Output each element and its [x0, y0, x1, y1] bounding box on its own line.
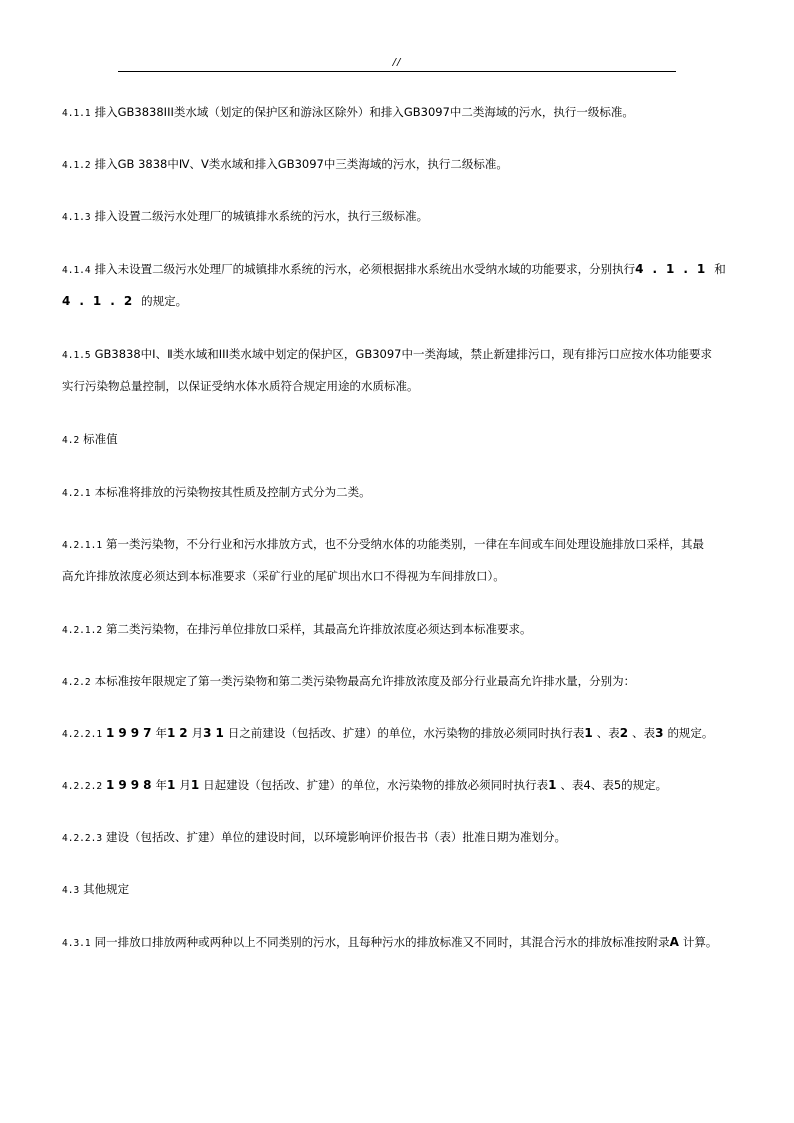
clause-text: GB3838中Ⅰ、Ⅱ类水域和III类水域中划定的保护区，GB3097中一类海域，禁止新建排污口，现有排污口应按水体功能要求 [94, 347, 712, 361]
section-title: 标准值 [83, 432, 118, 446]
paragraph-4-1-1 [62, 104, 752, 122]
clause-number: 4.2.1.2 [62, 625, 103, 636]
clause-text: 第一类污染物，不分行业和污水排放方式，也不分受纳水体的功能类别，一律在车间或车间处理设施排放口采样，其最 [106, 537, 705, 551]
header-rule [118, 71, 676, 72]
clause-number: 4.2.2.1 [62, 729, 103, 740]
paragraph-4-2-2-2 [62, 777, 752, 795]
table-number: 3 [655, 726, 668, 740]
month-unit: 月 [179, 778, 191, 792]
year-value: 1998 [106, 778, 156, 792]
section-title: 其他规定 [83, 882, 130, 896]
clause-reference: 4.1.2 [62, 294, 142, 308]
paragraph-4-1-5-line2 [62, 378, 752, 394]
clause-text: 、表 [632, 726, 656, 740]
year-value: 1997 [106, 726, 156, 740]
month-value: 12 [166, 726, 192, 740]
section-4-3-heading [62, 881, 752, 899]
table-number: 1 [548, 778, 561, 792]
clause-text: 排入设置二级污水处理厂的城镇排水系统的污水，执行三级标准。 [94, 209, 429, 223]
paragraph-4-2-2-3 [62, 829, 752, 847]
section-4-2-heading [62, 431, 752, 449]
paragraph-4-2-1-2 [62, 621, 752, 639]
paragraph-4-1-4-line1 [62, 261, 752, 279]
day-value: 1 [190, 778, 204, 792]
clause-text: 高允许排放浓度必须达到本标准要求（采矿行业的尾矿坝出水口不得视为车间排放口）。 [62, 569, 505, 583]
clause-text: 、表4、表5的规定。 [560, 778, 668, 792]
clause-text: 的规定。 [141, 294, 188, 308]
clause-text: 同一排放口排放两种或两种以上不同类别的污水，且每种污水的排放标准又不同时，其混合污水的排放标准按附录 [94, 935, 670, 949]
clause-number: 4.2.2 [62, 677, 91, 688]
paragraph-4-2-1 [62, 484, 752, 502]
clause-text: 、表 [596, 726, 620, 740]
clause-text: 的规定。 [667, 726, 714, 740]
clause-text: 日起建设（包括改、扩建）的单位，水污染物的排放必须同时执行表 [203, 778, 549, 792]
paragraph-4-1-2 [62, 156, 752, 174]
paragraph-4-2-2 [62, 673, 752, 691]
clause-number: 4.1.5 [62, 350, 91, 361]
clause-text: 第二类污染物，在排污单位排放口采样，其最高允许排放浓度必须达到本标准要求。 [106, 622, 532, 636]
paragraph-4-2-1-1-line1 [62, 536, 752, 554]
paragraph-4-2-1-1-line2 [62, 568, 752, 584]
section-number: 4.3 [62, 885, 80, 896]
clause-number: 4.3.1 [62, 938, 91, 949]
clause-text: 本标准按年限规定了第一类污染物和第二类污染物最高允许排放浓度及部分行业最高允许排水量，分别为： [94, 674, 636, 688]
clause-number: 4.1.4 [62, 265, 91, 276]
table-number: 2 [619, 726, 633, 740]
paragraph-4-2-2-1 [62, 725, 752, 743]
clause-text: 本标准将排放的污染物按其性质及控制方式分为二类。 [94, 485, 371, 499]
clause-number: 4.1.2 [62, 160, 91, 171]
clause-text: 排入未设置二级污水处理厂的城镇排水系统的污水，必须根据排水系统出水受纳水域的功能要求，分别执行 [94, 262, 636, 276]
paragraph-4-1-5-line1 [62, 346, 752, 364]
year-unit: 年 [155, 778, 167, 792]
clause-conjunction: 和 [714, 262, 726, 276]
clause-text: 实行污染物总量控制，以保证受纳水体水质符合规定用途的水质标准。 [62, 379, 419, 393]
clause-text: 日之前建设（包括改、扩建）的单位，水污染物的排放必须同时执行表 [227, 726, 585, 740]
day-value: 31 [203, 726, 228, 740]
clause-number: 4.2.1.1 [62, 540, 103, 551]
paragraph-4-1-3 [62, 208, 752, 226]
clause-number: 4.1.3 [62, 212, 91, 223]
clause-number: 4.2.1 [62, 488, 91, 499]
clause-reference: 4.1.1 [635, 262, 715, 276]
header-mark: // [392, 57, 402, 68]
month-unit: 月 [191, 726, 204, 740]
table-number: 1 [584, 726, 597, 740]
clause-number: 4.1.1 [62, 108, 91, 119]
year-unit: 年 [155, 726, 167, 740]
section-number: 4.2 [62, 435, 80, 446]
clause-number: 4.2.2.3 [62, 833, 103, 844]
clause-number: 4.2.2.2 [62, 781, 103, 792]
appendix-letter: A [669, 935, 683, 949]
month-value: 1 [166, 778, 180, 792]
paragraph-4-1-4-line2 [62, 293, 752, 309]
clause-text: 建设（包括改、扩建）单位的建设时间，以环境影响评价报告书（表）批准日期为准划分。 [106, 830, 567, 844]
clause-text: 排入GB 3838中Ⅳ、Ⅴ类水域和排入GB3097中三类海域的污水，执行二级标准。 [94, 157, 508, 171]
clause-text: 计算。 [682, 935, 718, 949]
clause-text: 排入GB3838III类水域（划定的保护区和游泳区除外）和排入GB3097中二类海域的污水，执行一级标准。 [94, 105, 634, 119]
paragraph-4-3-1 [62, 934, 752, 952]
